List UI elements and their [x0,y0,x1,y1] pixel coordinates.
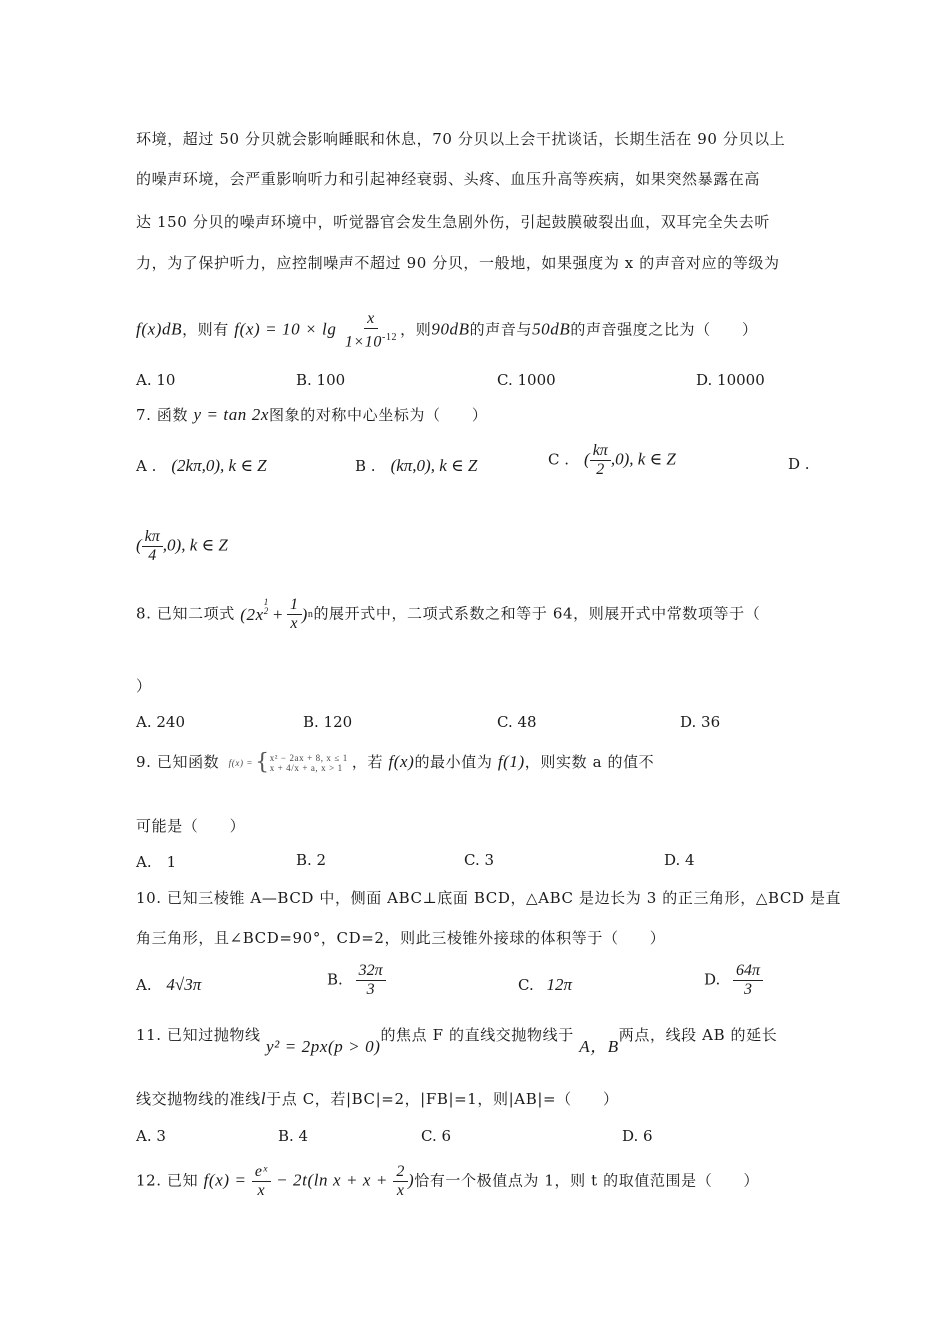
q7-option-c [548,442,676,479]
text-fragment: 的声音强度之比为（ ） [570,320,758,339]
fraction-numerator: x [364,310,378,329]
q7-option-b [355,455,477,476]
fraction-2-over-x [393,1163,408,1200]
q11-stem [136,1024,777,1057]
text-fragment: 线交抛物线的准线 [136,1090,261,1108]
exponent-numerator: 1 [263,596,269,607]
q7-option-d-label: D . [788,455,810,473]
fraction-numerator: eˣ [252,1163,271,1182]
formula-directrix: l [260,1089,267,1108]
formula-fx: f(x) [388,752,415,771]
formula-tan: y = tan 2x [193,405,270,424]
q10-line-1: 10. 已知三棱锥 A—BCD 中，侧面 ABC⊥底面 BCD，△ABC 是边长为 3 的正三角形，△BCD 是直 [136,889,842,907]
fraction-ex-over-x [252,1163,271,1200]
text-fragment: 于点 C，若|BC|=2，|FB|=1，则|AB|=（ ） [266,1090,619,1108]
formula-90db: 90dB [431,319,470,339]
option-formula: (2kπ,0), k ∈ Z [171,456,267,475]
fraction-denominator: 3 [366,981,375,998]
q9-stem-cont: 可能是（ ） [136,817,246,835]
q10-option-c [518,975,572,995]
q9-option-b: B. 2 [296,851,327,869]
option-formula: 12π [546,975,573,994]
fraction-denominator: x [257,1182,266,1199]
paren-open: ( [584,449,590,469]
text-fragment: 图象的对称中心坐标为（ ） [269,406,488,424]
text-fragment: ，则实数 a 的值不 [524,753,655,771]
formula-parabola: y² = 2px(p > 0) [266,1037,381,1056]
paren-close: ) [407,1170,415,1190]
piecewise-cases [270,753,348,773]
paragraph-line-2: 的噪声环境，会严重影响听力和引起神经衰弱、头疼、血压升高等疾病，如果突然暴露在高 [136,170,761,188]
text-fragment: 两点，线段 AB 的延长 [618,1026,778,1044]
q11-option-c: C. 6 [421,1127,452,1145]
q7-option-d [136,528,228,565]
text-fragment: 8. 已知二项式 [136,604,235,623]
q8-option-d: D. 36 [680,713,721,731]
exponent-n: n [307,609,314,620]
piecewise-function [228,750,348,775]
formula-fx: f(x) = [203,1170,247,1190]
option-formula: ,0), k ∈ Z [610,449,676,469]
option-label: C . [548,450,570,469]
formula-f1: f(1) [497,752,525,771]
q11-option-d: D. 6 [622,1127,653,1145]
option-fraction [142,528,163,565]
exponent-denominator: 2 [263,605,269,616]
fraction-denominator: 3 [744,981,753,998]
option-fraction [590,442,611,479]
exponent-fraction [264,598,269,616]
q12-stem [136,1163,759,1200]
binomial-expression: (2x 1 2 + $\frac{1}{x}$ ) n [240,596,314,632]
paragraph-line-3: 达 150 分贝的噪声环境中，听觉器官会发生急剧外伤，引起鼓膜破裂出血，双耳完全失去听 [136,213,770,231]
option-formula: 4√3π [166,975,202,994]
fraction-numerator: 64π [733,962,763,981]
option-fraction [356,962,386,999]
q6-option-c: C. 1000 [497,371,556,389]
binomial-base: (2x [240,604,264,624]
fraction-denominator: x [396,1182,405,1199]
plus-sign: + [271,604,284,624]
option-label: B. [327,970,343,989]
fraction-denominator [342,329,400,351]
text-fragment: 的声音与 [469,320,533,339]
q10-option-b [327,962,386,999]
denominator-exponent: -12 [382,332,398,343]
fraction-x-over-intensity [342,310,400,351]
denominator-base: 1×10 [344,333,383,351]
option-label: A . [136,457,157,475]
q6-option-d: D. 10000 [696,371,765,389]
option-label: C. [518,976,534,994]
option-label: D. [704,970,721,989]
piecewise-label: f(x) = [228,758,254,768]
fraction-numerator: kπ [590,442,611,461]
text-fragment: ，则 [400,320,432,339]
q8-stem [136,596,760,633]
text-fragment: 12. 已知 [136,1171,199,1190]
option-fraction [733,962,763,999]
piecewise-case-2: x + 4/x + a, x > 1 [269,763,343,773]
piecewise-case-1: x² − 2ax + 8, x ≤ 1 [269,753,348,763]
text-fragment: 11. 已知过抛物线 [136,1026,261,1044]
fraction-denominator: 4 [148,547,157,564]
q10-option-d [704,962,763,999]
formula-fx-db: f(x)dB [136,319,183,339]
paragraph-line-5 [136,310,758,351]
option-formula: (kπ,0), k ∈ Z [390,456,478,475]
brace-icon: { [255,750,270,775]
fraction-numerator: 1 [287,596,302,615]
q9-option-a: A. 1 [136,853,177,871]
text-fragment: 恰有一个极值点为 1，则 t 的取值范围是（ ） [414,1171,760,1190]
formula-50db: 50dB [532,319,571,339]
q9-stem [136,751,654,773]
q8-option-c: C. 48 [497,713,537,731]
q8-option-b: B. 120 [303,713,353,731]
q11-stem-cont [136,1088,619,1109]
paren-open: ( [136,535,142,555]
formula-fx-equals: f(x) = 10 × lg [234,319,337,339]
fraction-numerator: 2 [393,1163,408,1182]
binomial-fraction [287,596,302,633]
paragraph-line-1: 环境，超过 50 分贝就会影响睡眠和休息，70 分贝以上会干扰谈话，长期生活在 90 分贝以上 [136,130,786,148]
paragraph-line-4: 力，为了保护听力，应控制噪声不超过 90 分贝，一般地，如果强度为 x 的声音对应的等级为 [136,254,780,272]
text-fragment: 的最小值为 [414,753,493,771]
text-fragment: 的焦点 F 的直线交抛物线于 [380,1026,574,1044]
text-fragment: ，则有 [182,320,229,339]
q6-option-a: A. 10 [136,371,176,389]
text-fragment: 7. 函数 [136,406,189,424]
text-fragment: 的展开式中，二项式系数之和等于 64，则展开式中常数项等于（ [313,604,761,623]
q10-line-2: 角三角形，且∠BCD=90°，CD=2，则此三棱锥外接球的体积等于（ ） [136,929,666,947]
q9-option-c: C. 3 [464,851,495,869]
option-label: B . [355,457,376,475]
fraction-numerator: kπ [142,528,163,547]
q8-option-a: A. 240 [136,713,185,731]
formula-middle: − 2t(ln x + x + [276,1170,388,1190]
fraction-denominator: 2 [596,461,605,478]
q11-option-a: A. 3 [136,1127,166,1145]
q7-stem [136,404,487,425]
text-fragment: 9. 已知函数 [136,753,220,771]
q10-option-a [136,975,201,995]
q7-option-a [136,455,267,476]
text-fragment: ，若 [351,753,384,771]
fraction-numerator: 32π [356,962,386,981]
q8-stem-close: ） [136,677,152,695]
option-formula: ,0), k ∈ Z [162,535,228,555]
q11-option-b: B. 4 [278,1127,309,1145]
option-label: A. [136,976,152,994]
q6-option-b: B. 100 [296,371,346,389]
q9-option-d: D. 4 [664,851,695,869]
fraction-denominator: x [290,615,299,632]
formula-points: A，B [579,1037,619,1056]
